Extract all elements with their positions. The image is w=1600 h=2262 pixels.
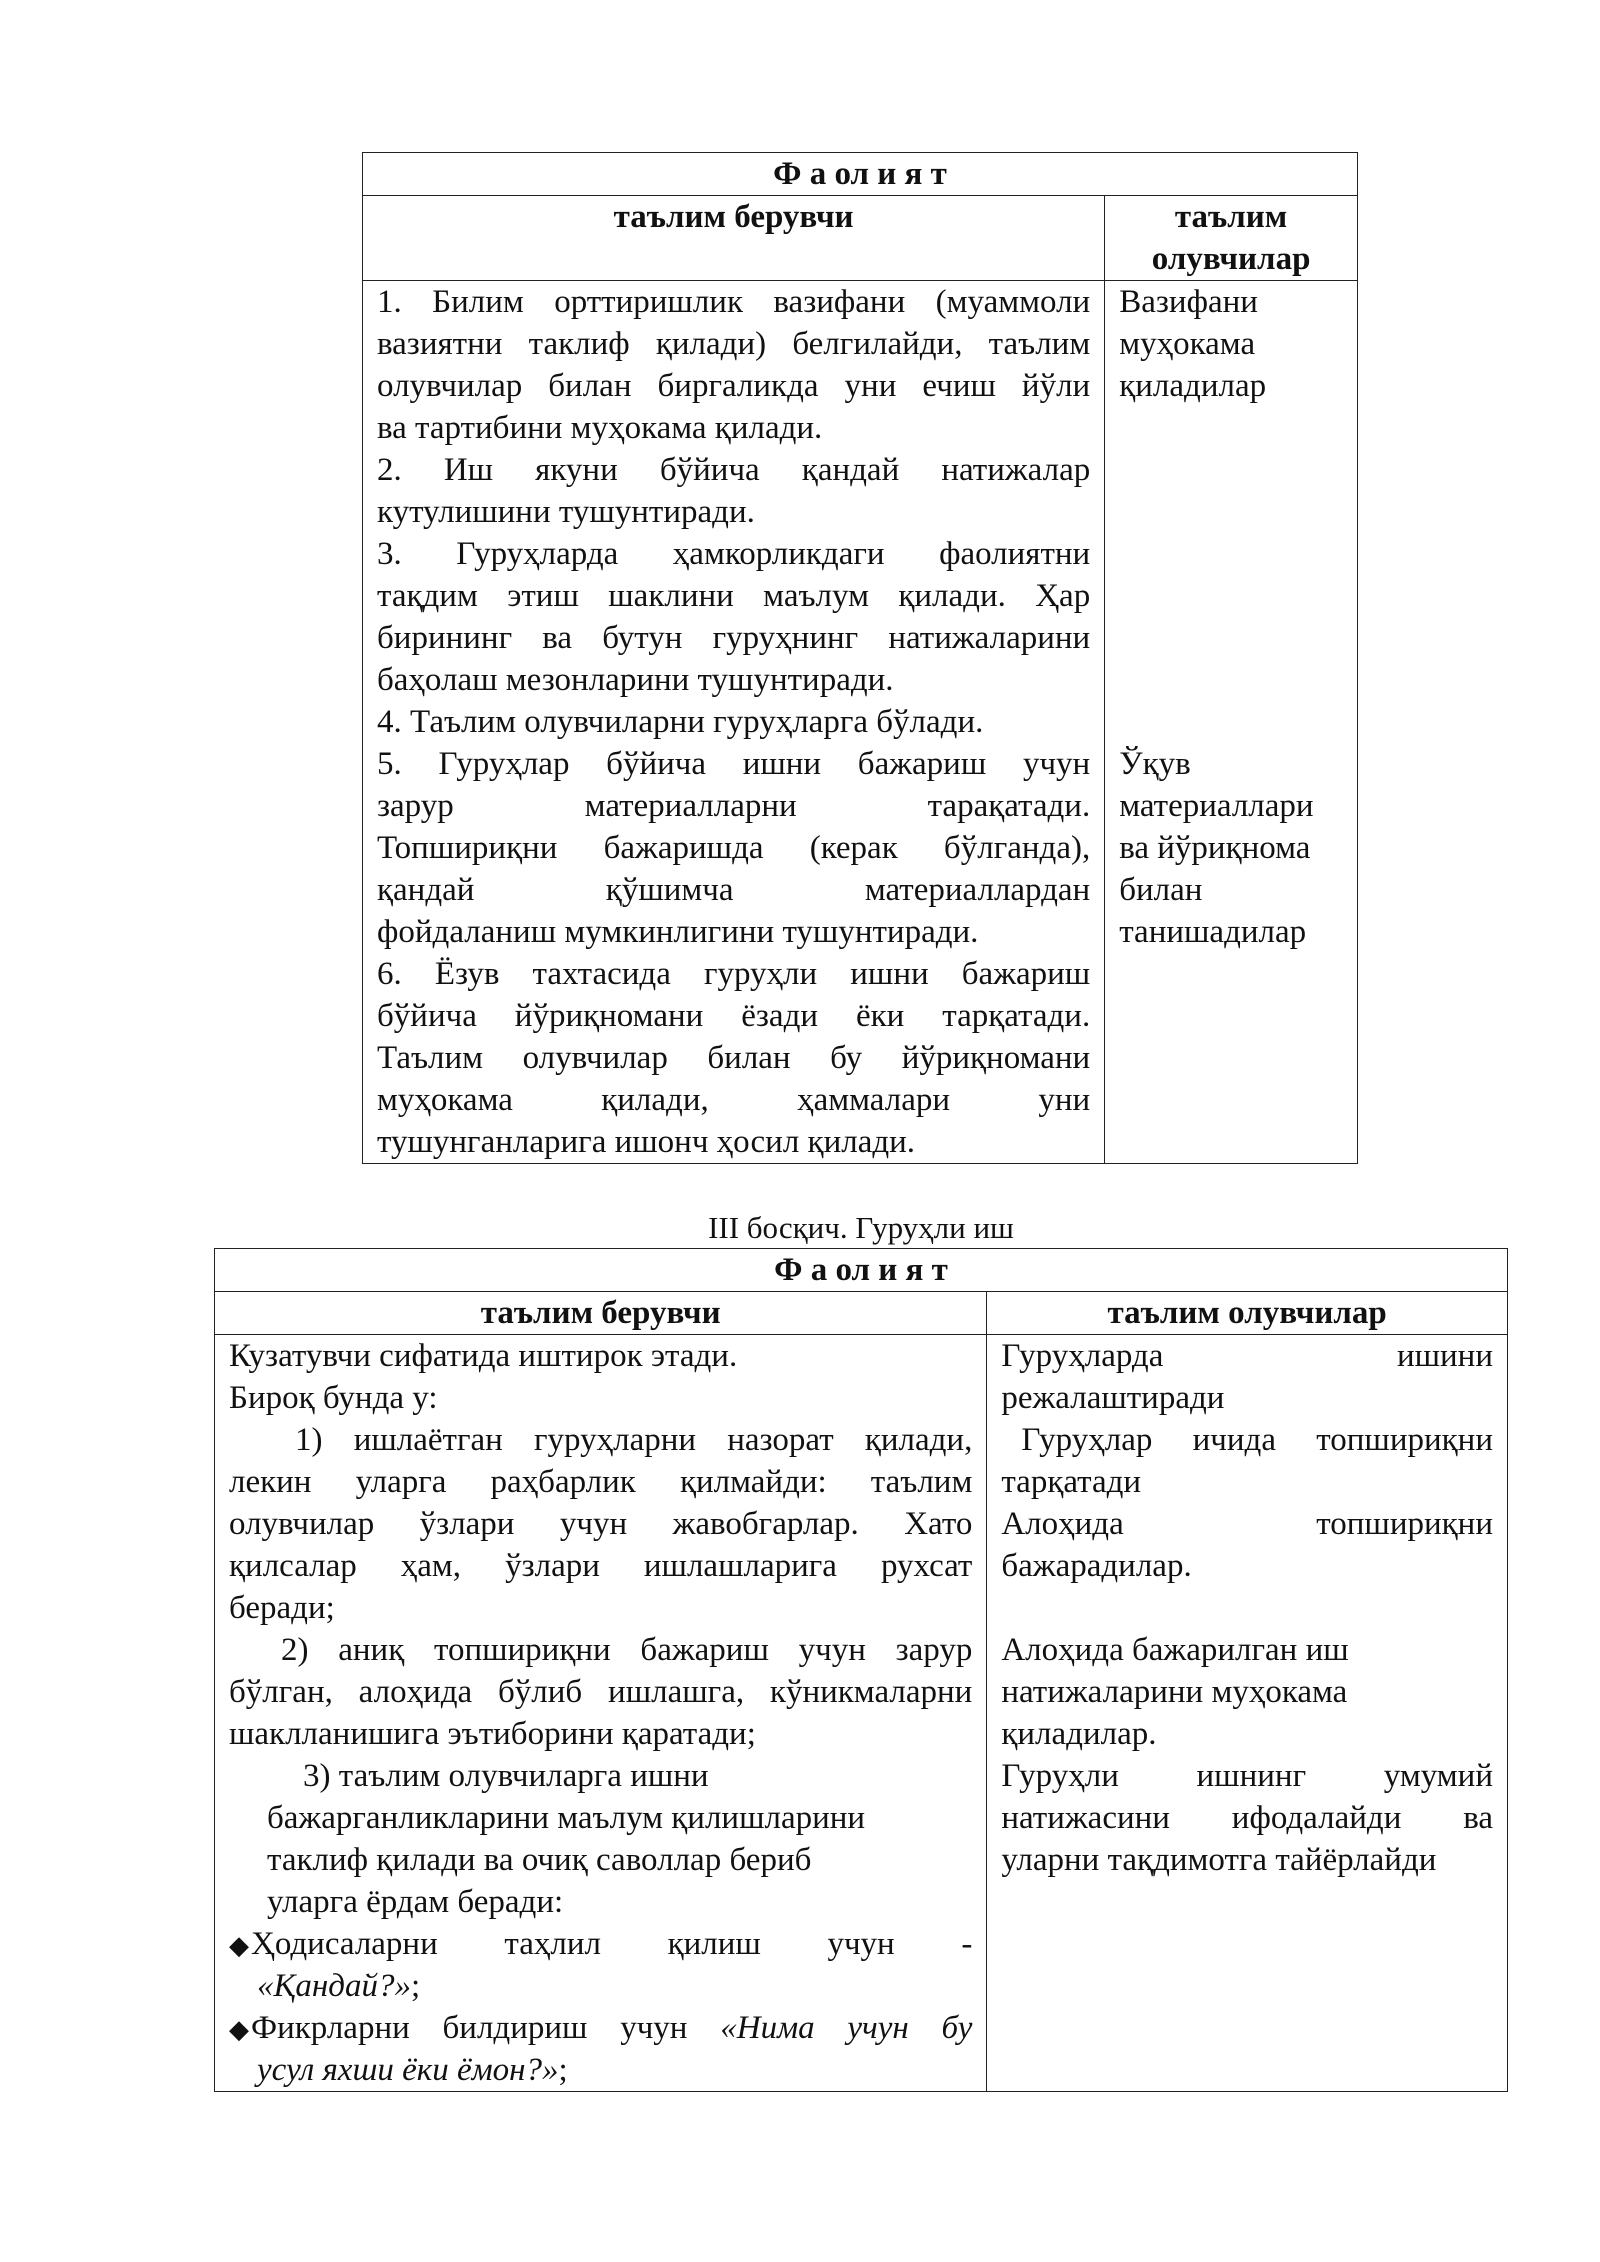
s1-line: қиладилар: [1119, 368, 1267, 404]
bullet2-end: ;: [558, 2052, 568, 2088]
t1-line: муҳокама қилади, ҳаммалари уни: [377, 1082, 1091, 1118]
table1-col-students: [1105, 196, 1358, 281]
bullet1-end: ;: [410, 1968, 421, 2004]
s2-line: Алоҳида бажарилган иш: [1001, 1632, 1349, 1668]
s1-line: ва йўриқнома: [1119, 830, 1311, 866]
t1-line: вазиятни таклиф қилади) белгилайди, таълим: [377, 326, 1091, 362]
s2-line: натижаларини муҳокама: [1001, 1674, 1348, 1710]
s2-line: Гуруҳлар ичида топшириқни: [1021, 1422, 1493, 1458]
table1-col-students-line1: таълим: [1174, 199, 1288, 235]
table1-teacher-text: [377, 281, 1090, 1163]
t1-line: қандай қўшимча материаллардан: [377, 872, 1091, 908]
t1-line: ва тартибини муҳокама қилади.: [377, 410, 823, 446]
t2-line: лекин уларга раҳбарлик қилмайди: таълим: [229, 1464, 973, 1500]
s2-line: натижасини ифодалайди ва: [1001, 1800, 1493, 1836]
t2-line: бўлган, алоҳида бўлиб ишлашга, кўникмаларни: [229, 1674, 973, 1710]
table2-teacher-cell: [215, 1335, 987, 2092]
table2-teacher-text: [229, 1335, 972, 2091]
t2-line: уларга ёрдам беради:: [267, 1884, 564, 1920]
s2-line: бажарадилар.: [1001, 1548, 1192, 1584]
activity-table-1: [362, 152, 1358, 1164]
table1-students-cell: [1105, 281, 1358, 1164]
s2-line: Алоҳида топшириқни: [1001, 1506, 1493, 1542]
t1-line: 2. Иш якуни бўйича қандай натижалар: [377, 452, 1091, 488]
t2-line: таклиф қилади ва очиқ саволлар бериб: [267, 1842, 812, 1878]
bullet-item-2: [229, 2007, 972, 2049]
table1-heading: Ф а ол и я т: [363, 153, 1358, 196]
s2-line: қиладилар.: [1001, 1716, 1157, 1752]
t1-line: бирининг ва бутун гуруҳнинг натижаларини: [377, 620, 1091, 656]
t1-line: 5. Гуруҳлар бўйича ишни бажариш учун: [377, 746, 1091, 782]
t1-line: 1. Билим орттиришлик вазифани (муаммоли: [377, 284, 1091, 320]
t1-line: тақдим этиш шаклини маълум қилади. Ҳар: [377, 578, 1091, 614]
table1-col-students-line2: олувчилар: [1151, 241, 1311, 277]
s2-line: уларни тақдимотга тайёрлайди: [1001, 1842, 1437, 1878]
t2-line: 2) аниқ топшириқни бажариш учун зарур: [281, 1632, 973, 1668]
stage-caption: III босқич. Гуруҳли иш: [708, 1210, 1014, 1245]
table1-students-text: [1119, 281, 1343, 953]
t1-line: 3. Гуруҳларда ҳамкорликдаги фаолиятни: [377, 536, 1091, 572]
s2-line: тарқатади: [1001, 1464, 1142, 1500]
table2-col-teacher: таълим берувчи: [215, 1292, 987, 1335]
s2-line: Гуруҳли ишнинг умумий: [1001, 1758, 1493, 1794]
s2-line: режалаштиради: [1001, 1380, 1225, 1416]
table2-students-text: [1001, 1335, 1493, 1881]
t2-line: 1) ишлаётган гуруҳларни назорат қилади,: [295, 1422, 973, 1458]
table2-heading: Ф а ол и я т: [215, 1249, 1508, 1292]
t1-line: тушунганларига ишонч ҳосил қилади.: [377, 1124, 916, 1160]
table2-col-students: таълим олувчилар: [987, 1292, 1508, 1335]
t1-line: бўйича йўриқномани ёзади ёки тарқатади.: [377, 998, 1091, 1034]
t1-line: олувчилар билан биргаликда уни ечиш йўли: [377, 368, 1091, 404]
t2-line: бажарганликларини маълум қилишларини: [267, 1800, 866, 1836]
t1-line: 4. Таълим олувчиларни гуруҳларга бўлади.: [377, 704, 984, 740]
t1-line: Топшириқни бажаришда (керак бўлганда),: [377, 830, 1091, 866]
t2-line: 3) таълим олувчиларга ишни: [303, 1758, 709, 1794]
s1-line: Вазифани: [1119, 284, 1258, 320]
s1-line: Ўқув: [1119, 746, 1191, 782]
t1-line: зарур материалларни тарақатади.: [377, 788, 1091, 824]
s1-line: материаллари: [1119, 788, 1314, 824]
bullet-item-2-cont: [229, 2049, 972, 2091]
t1-line: 6. Ёзув тахтасида гуруҳли ишни бажариш: [377, 956, 1091, 992]
bullet1-italic: «Қандай?»: [257, 1968, 411, 2004]
t1-line: баҳолаш мезонларини тушунтиради.: [377, 662, 894, 698]
t1-line: кутулишини тушунтиради.: [377, 494, 755, 530]
bullet2-italic2: усул яхши ёки ёмон?»: [257, 2052, 559, 2088]
t2-line: олувчилар ўзлари учун жавобгарлар. Хато: [229, 1506, 973, 1542]
s1-line: билан: [1119, 872, 1203, 908]
s1-line: муҳокама: [1119, 326, 1256, 362]
t2-line: беради;: [229, 1590, 335, 1626]
t2-line: қилсалар ҳам, ўзлари ишлашларига рухсат: [229, 1548, 973, 1584]
t1-line: фойдаланиш мумкинлигини тушунтиради.: [377, 914, 979, 950]
bullet-item-1-cont: [229, 1965, 972, 2007]
table2-students-cell: [987, 1335, 1508, 2092]
s2-line: Гуруҳларда ишини: [1001, 1338, 1493, 1374]
diamond-bullet-icon: ◆: [229, 1931, 249, 1960]
bullet-item-1: [229, 1923, 972, 1965]
diamond-bullet-icon: ◆: [229, 2015, 249, 2044]
s1-line: танишадилар: [1119, 914, 1307, 950]
table1-col-teacher: таълим берувчи: [363, 196, 1105, 281]
activity-table-2: [214, 1248, 1508, 2092]
t2-line: шаклланишига эътиборини қаратади;: [229, 1716, 756, 1752]
t2-line: Кузатувчи сифатида иштирок этади.: [229, 1338, 738, 1374]
t2-line: Бироқ бунда у:: [229, 1380, 438, 1416]
t1-line: Таълим олувчилар билан бу йўриқномани: [377, 1040, 1091, 1076]
s2-line: [1001, 1587, 1493, 1629]
bullet1-text: Ҳодисаларни таҳлил қилиш учун -: [251, 1926, 973, 1962]
bullet2-text: Фикрларни билдириш учун: [251, 2010, 688, 2046]
bullet2-italic1: «Нима учун бу: [720, 2010, 973, 2046]
table1-teacher-cell: [363, 281, 1105, 1164]
